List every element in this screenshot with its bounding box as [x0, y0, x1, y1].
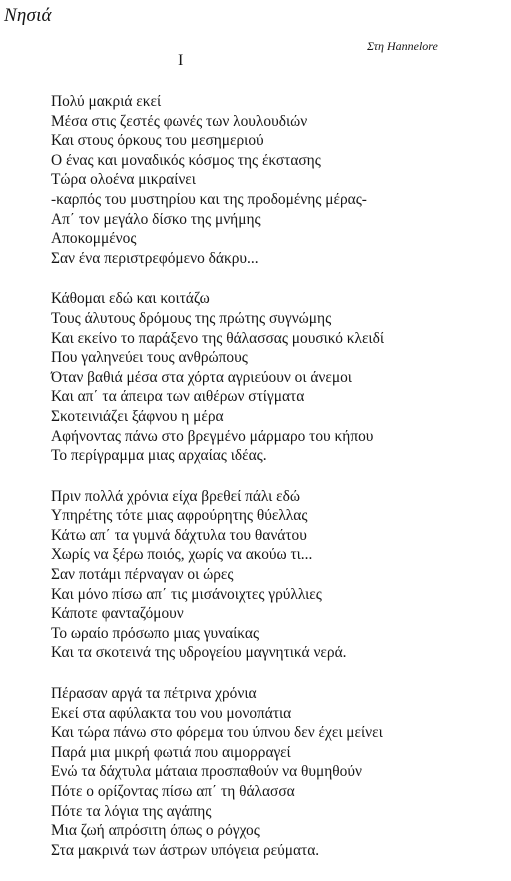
stanza: [51, 487, 506, 663]
poem-line: Πότε τα λόγια της αγάπης: [51, 802, 212, 820]
poem-line: Και τώρα πάνω στο φόρεμα του ύπνου δεν έχει μείνει: [51, 724, 383, 742]
poem-line: -καρπός του μυστηρίου και της προδομένης μέρας-: [51, 190, 367, 208]
poem-line: Μια ζωή απρόσιτη όπως ο ρόγχος: [51, 822, 260, 840]
poem-line: Και τα σκοτεινά της υδρογείου μαγνητικά νερά.: [51, 644, 347, 662]
poem-line: Και στους όρκους του μεσημεριού: [51, 132, 264, 150]
poem-line: Στα μακρινά των άστρων υπόγεια ρεύματα.: [51, 841, 320, 859]
poem-line: Και μόνο πίσω απ΄ τις μισάνοιχτες γρύλλιες: [51, 585, 322, 603]
poem-line: Τους άλυτους δρόμους της πρώτης συγνώμης: [51, 309, 332, 327]
poem-line: Υπηρέτης τότε μιας αφρούρητης θύελλας: [51, 507, 308, 525]
poem-line: Αφήνοντας πάνω στο βρεγμένο μάρμαρο του κήπου: [51, 427, 374, 445]
stanza: [51, 92, 506, 268]
poem-line: Ενώ τα δάχτυλα μάταια προσπαθούν να θυμηθούν: [51, 763, 362, 781]
poem-line: Και εκείνο το παράξενο της θάλασσας μουσικό κλειδί: [51, 329, 384, 347]
poem-line: Εκεί στα αφύλακτα του νου μονοπάτια: [51, 704, 292, 722]
poem-line: Πότε ο ορίζοντας πίσω απ΄ τη θάλασσα: [51, 783, 295, 800]
section-number: I: [178, 52, 184, 69]
poem-line: Κάθομαι εδώ και κοιτάζω: [51, 290, 210, 308]
poem-line: Παρά μια μικρή φωτιά που αιμορραγεί: [51, 743, 291, 761]
poem-line: Σαν ένα περιστρεφόμενο δάκρυ...: [51, 249, 259, 267]
poem-line: Αποκομμένος: [51, 230, 137, 248]
poem-line: Τώρα ολοένα μικραίνει: [51, 171, 196, 189]
poem-line: Ο ένας και μοναδικός κόσμος της έκστασης: [51, 151, 321, 169]
poem-line: Το ωραίο πρόσωπο μιας γυναίκας: [51, 624, 260, 642]
poem-line: Το περίγραμμα μιας αρχαίας ιδέας.: [51, 447, 267, 465]
stanza: [51, 289, 506, 465]
poem-line: Πολύ μακριά εκεί: [51, 93, 162, 110]
poem-body: [51, 92, 506, 881]
poem-title: Νησιά: [4, 5, 52, 26]
poem-line: Πέρασαν αργά τα πέτρινα χρόνια: [51, 685, 257, 703]
poem-line: Και απ΄ τα άπειρα των αιθέρων στίγματα: [51, 388, 305, 406]
poem-line: Χωρίς να ξέρω ποιός, χωρίς να ακούω τι...: [51, 546, 313, 564]
poem-line: Πριν πολλά χρόνια είχα βρεθεί πάλι εδώ: [51, 487, 301, 505]
stanza: [51, 684, 506, 860]
poem-line: Όταν βαθιά μέσα στα χόρτα αγριεύουν οι άνεμοι: [51, 368, 352, 386]
poem-line: Κάτω απ΄ τα γυμνά δάχτυλα του θανάτου: [51, 526, 307, 544]
dedication: Στη Hannelore: [367, 39, 438, 53]
poem-line: Κάποτε φανταζόμουν: [51, 605, 184, 623]
poem-line: Που γαληνεύει τους ανθρώπους: [51, 349, 248, 367]
poem-line: Μέσα στις ζεστές φωνές των λουλουδιών: [51, 112, 308, 130]
poem-line: Απ΄ τον μεγάλο δίσκο της μνήμης: [51, 210, 261, 228]
poem-line: Σαν ποτάμι πέρναγαν οι ώρες: [51, 566, 234, 584]
poem-line: Σκοτεινιάζει ξάφνου η μέρα: [51, 407, 224, 425]
